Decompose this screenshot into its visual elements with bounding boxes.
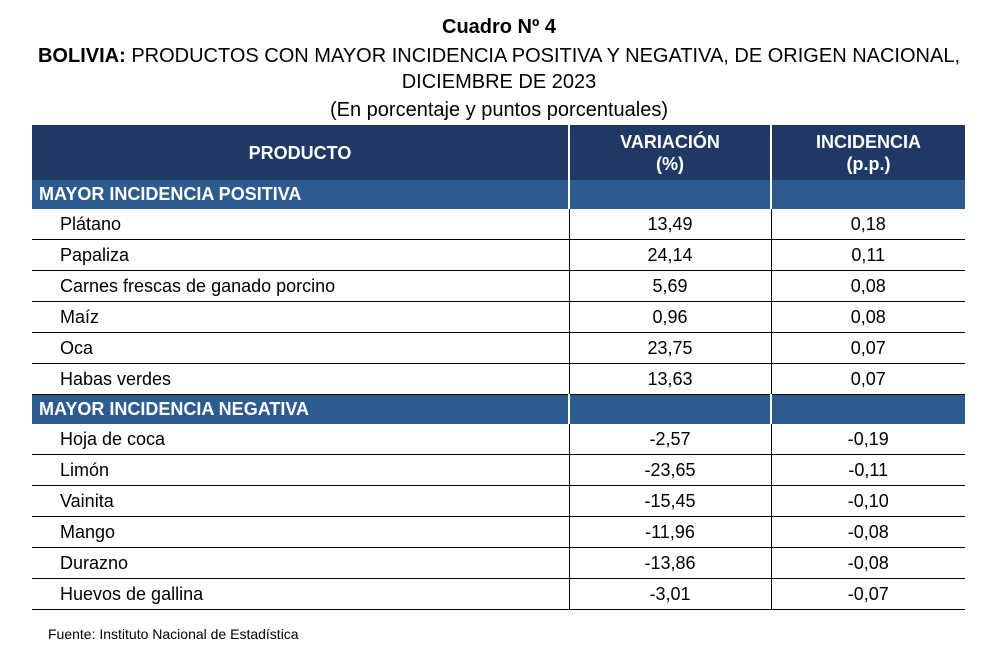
section-label: MAYOR INCIDENCIA NEGATIVA [32,395,569,425]
incidence-cell: -0,08 [771,548,965,579]
product-cell: Habas verdes [32,364,569,395]
table-row [32,579,965,610]
subtitle-text: PRODUCTOS CON MAYOR INCIDENCIA POSITIVA Y NEGATIVA, DE ORIGEN NACIONAL, DICIEMBRE DE 2023 [125,45,960,93]
variation-cell: 0,96 [569,302,771,333]
product-cell: Hoja de coca [32,424,569,455]
product-cell: Papaliza [32,240,569,271]
variation-cell: 23,75 [569,333,771,364]
section-empty-cell [771,180,965,209]
data-table [32,125,965,610]
section-header-row [32,180,965,209]
variation-cell: -15,45 [569,486,771,517]
product-cell: Mango [32,517,569,548]
table-row [32,240,965,271]
variation-cell: 5,69 [569,271,771,302]
product-cell: Maíz [32,302,569,333]
header-variation [569,125,771,180]
variation-cell: -11,96 [569,517,771,548]
header-incidence-line2: (p.p.) [846,153,891,174]
table-row [32,209,965,240]
product-cell: Huevos de gallina [32,579,569,610]
product-cell: Limón [32,455,569,486]
subtitle-country: BOLIVIA: [37,45,126,67]
variation-cell: 24,14 [569,240,771,271]
header-incidence-line1: INCIDENCIA [815,131,921,152]
incidence-cell: -0,11 [771,455,965,486]
incidence-cell: -0,08 [771,517,965,548]
section-empty-cell [771,395,965,425]
header-row [32,125,965,180]
variation-cell: -13,86 [569,548,771,579]
incidence-cell: 0,07 [771,333,965,364]
table-row [32,517,965,548]
product-cell: Carnes frescas de ganado porcino [32,271,569,302]
product-cell: Oca [32,333,569,364]
table-row [32,302,965,333]
table-row [32,548,965,579]
incidence-cell: 0,18 [771,209,965,240]
product-cell: Plátano [32,209,569,240]
section-empty-cell [569,180,771,209]
incidence-cell: 0,08 [771,302,965,333]
incidence-cell: 0,08 [771,271,965,302]
header-product: PRODUCTO [32,125,569,180]
incidence-cell: -0,07 [771,579,965,610]
section-header-row [32,395,965,425]
section-label: MAYOR INCIDENCIA POSITIVA [32,180,569,209]
header-variation-line2: (%) [656,153,684,174]
product-cell: Vainita [32,486,569,517]
table-units: (En porcentaje y puntos porcentuales) [330,99,668,121]
table-row [32,455,965,486]
table-body [32,180,965,610]
header-incidence [771,125,965,180]
variation-cell: 13,63 [569,364,771,395]
variation-cell: 13,49 [569,209,771,240]
section-empty-cell [569,395,771,425]
table-row [32,271,965,302]
table-row [32,333,965,364]
table-subtitle [10,43,988,95]
variation-cell: -2,57 [569,424,771,455]
table-title: Cuadro Nº 4 [442,16,556,38]
variation-cell: -23,65 [569,455,771,486]
table-row [32,424,965,455]
variation-cell: -3,01 [569,579,771,610]
product-cell: Durazno [32,548,569,579]
header-variation-line1: VARIACIÓN [620,131,720,152]
table-row [32,364,965,395]
source-note: Fuente: Instituto Nacional de Estadística [48,626,299,642]
incidence-cell: -0,10 [771,486,965,517]
incidence-cell: 0,07 [771,364,965,395]
incidence-cell: 0,11 [771,240,965,271]
incidence-cell: -0,19 [771,424,965,455]
table-row [32,486,965,517]
